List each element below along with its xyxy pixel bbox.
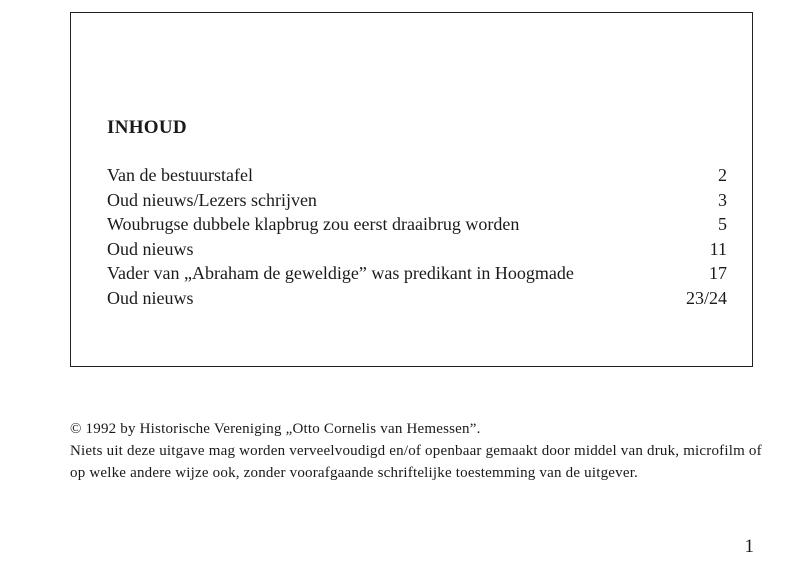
toc-heading: INHOUD: [107, 117, 187, 138]
toc-entry-page: 5: [718, 214, 727, 234]
toc-entry-title: Vader van „Abraham de geweldige” was predikant in Hoogmade: [107, 263, 574, 283]
toc-entry-title: Oud nieuws/Lezers schrijven: [107, 189, 317, 210]
toc-entry-title: Van de bestuurstafel: [107, 165, 253, 185]
page-number: 1: [744, 536, 754, 557]
toc-entry-title: Oud nieuws: [107, 287, 194, 308]
toc-entry: [107, 188, 727, 213]
table-of-contents-box: [70, 12, 753, 367]
toc-entry: [107, 261, 727, 286]
rights-statement: Niets uit deze uitgave mag worden verveelvoudigd en/of openbaar gemaakt door middel van druk, microfilm of op welke andere wijze ook, zonder voorafgaande schriftelijke toestemming van de uitgever.: [70, 443, 762, 481]
toc-entry: [107, 212, 727, 237]
toc-entry-page: 11: [709, 238, 727, 259]
toc-entry-page: 2: [718, 165, 727, 185]
copyright-line: © 1992 by Historische Vereniging „Otto Cornelis van Hemessen”.: [70, 421, 481, 437]
toc-entry-title: Woubrugse dubbele klapbrug zou eerst draaibrug worden: [107, 214, 520, 234]
toc-entry: [107, 237, 727, 262]
toc-entry-title: Oud nieuws: [107, 238, 194, 259]
toc-entry: [107, 286, 727, 311]
toc-entry-page: 3: [718, 189, 727, 210]
toc-list: [107, 163, 727, 310]
toc-entry-page: 23/24: [685, 287, 727, 308]
toc-entry: [107, 163, 727, 188]
toc-entry-page: 17: [709, 263, 727, 283]
colophon: [70, 418, 770, 484]
